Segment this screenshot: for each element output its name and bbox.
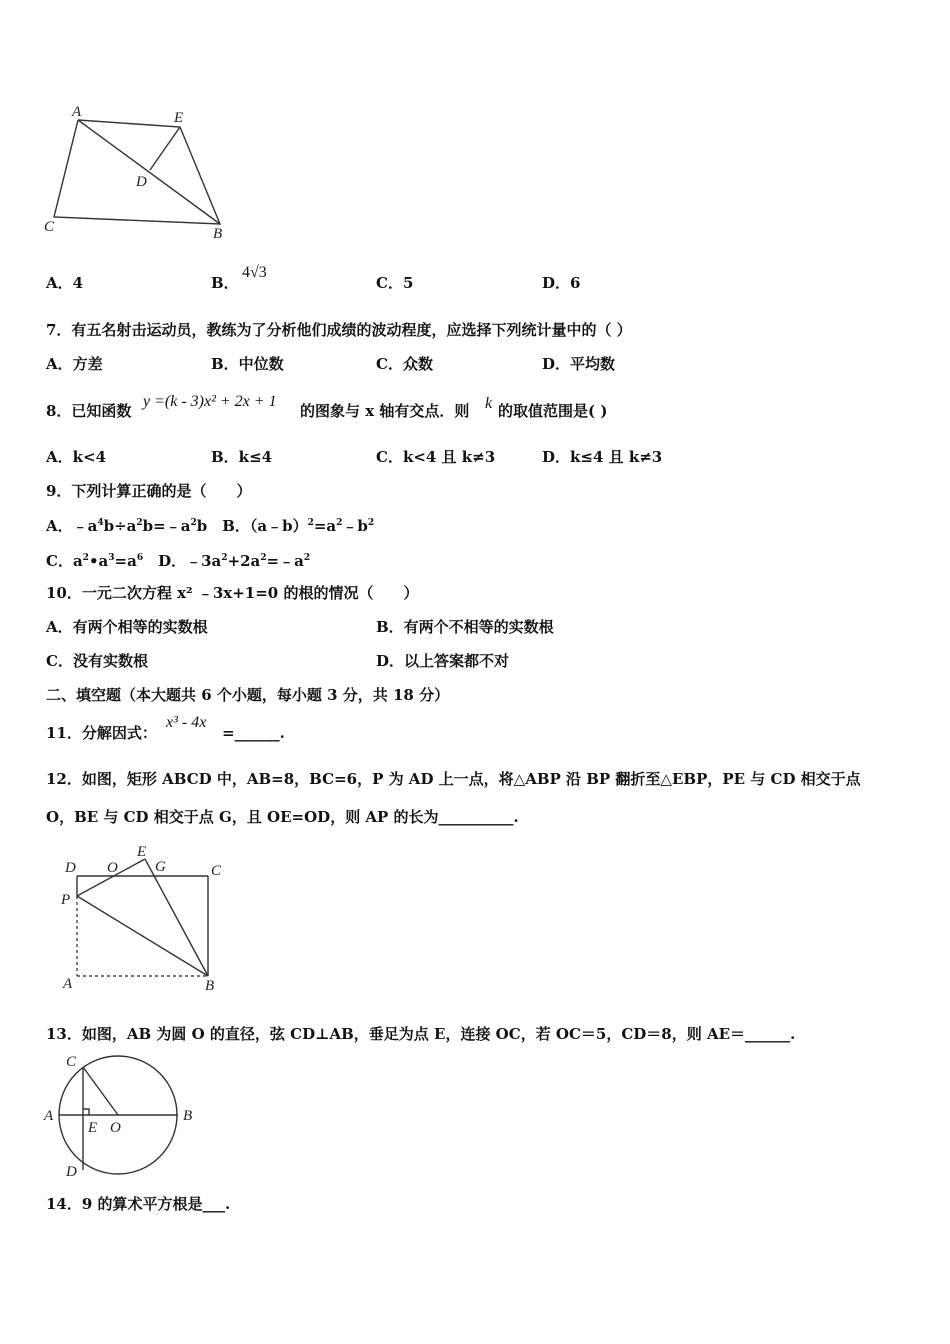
q10-option-d: D．以上答案都不对 <box>376 652 510 670</box>
q10-stem: 10．一元二次方程 x² ﹣3x+1=0 的根的情况（ ） <box>46 584 419 602</box>
q11-blank: =______. <box>222 724 285 742</box>
q10-option-c: C．没有实数根 <box>46 652 148 670</box>
q13-segment-oc <box>83 1067 118 1115</box>
q10-option-b: B．有两个不相等的实数根 <box>376 618 554 636</box>
q12-label-b: B <box>205 978 215 994</box>
q7-option-d: D．平均数 <box>542 355 616 373</box>
section-title: 二、填空题（本大题共 6 个小题，每小题 3 分，共 18 分） <box>46 686 450 704</box>
q9-options-ab: A．$﹣a^4b\div a^2b=﹣a^2b$ B．$(a﹣b)^2=a^2﹣b^2$ <box>46 517 375 535</box>
fig1-label-b: B <box>213 226 223 242</box>
q8-option-b: B．k≤4 <box>211 448 273 466</box>
q8-stem-pre: 8．已知函数 <box>46 402 132 420</box>
q6-option-b: B． <box>211 274 239 292</box>
q7-option-a: A．方差 <box>46 355 103 373</box>
figure-quadrilateral <box>40 100 240 245</box>
q12-label-g: G <box>155 859 166 875</box>
figure-circle-chord <box>40 1052 210 1182</box>
q9-options-cd: C．$a^2•a^3=a^6$ D．$﹣3a^2+2a^2=﹣a^2$ <box>46 552 311 570</box>
q12-fold-pb <box>77 896 208 976</box>
q6-option-b-math: 4√3 <box>242 264 267 281</box>
q9-stem: 9．下列计算正确的是（ ） <box>46 482 252 500</box>
q12-label-e: E <box>137 844 147 860</box>
q12-label-a: A <box>63 976 73 992</box>
q8-formula: y =(k - 3)x² + 2x + 1 <box>143 393 277 410</box>
q12-label-o: O <box>107 860 118 876</box>
q8-stem-mid: 的图象与 x 轴有交点．则 <box>300 402 470 420</box>
q13-stem: 13．如图，AB 为圆 O 的直径，弦 CD⊥AB，垂足为点 E，连接 OC，若 OC＝5，CD＝8，则 AE＝______. <box>46 1025 796 1043</box>
q8-k: k <box>485 395 493 412</box>
q8-option-d: D．k≤4 且 k≠3 <box>542 448 663 466</box>
q6-option-c: C．5 <box>376 274 414 292</box>
q13-label-d: D <box>66 1164 77 1180</box>
q13-label-b: B <box>183 1108 193 1124</box>
q7-stem: 7．有五名射击运动员，教练为了分析他们成绩的波动程度，应选择下列统计量中的（ ） <box>46 321 632 339</box>
q13-label-o: O <box>110 1120 121 1136</box>
fig1-label-a: A <box>72 104 82 120</box>
q8-stem-post: 的取值范围是( ) <box>498 402 608 420</box>
q6-option-d: D．6 <box>542 274 581 292</box>
q6-option-a: A．4 <box>46 274 84 292</box>
q7-option-c: C．众数 <box>376 355 433 373</box>
fig1-label-e: E <box>174 110 184 126</box>
q8-option-a: A．k<4 <box>46 448 107 466</box>
q12-label-d: D <box>65 860 76 876</box>
fig1-label-c: C <box>44 219 55 235</box>
q10-option-a: A．有两个相等的实数根 <box>46 618 208 636</box>
q11-formula: x³ - 4x <box>166 714 207 731</box>
q13-label-e: E <box>88 1120 98 1136</box>
q13-right-angle-mark <box>83 1109 89 1115</box>
q13-label-a: A <box>44 1108 54 1124</box>
fig1-label-d: D <box>136 174 147 190</box>
q7-option-b: B．中位数 <box>211 355 284 373</box>
q12-label-p: P <box>61 892 71 908</box>
q12-line1: 12．如图，矩形 ABCD 中，AB=8，BC=6，P 为 AD 上一点，将△ABP 沿 BP 翻折至△EBP，PE 与 CD 相交于点 <box>46 770 861 788</box>
figure-rectangle-fold <box>55 838 235 998</box>
fig1-outline <box>54 120 220 224</box>
q11-stem: 11．分解因式： <box>46 724 157 742</box>
q13-label-c: C <box>66 1054 77 1070</box>
q12-label-c: C <box>211 863 222 879</box>
q12-line2: O，BE 与 CD 相交于点 G，且 OE=OD，则 AP 的长为__________. <box>46 808 519 826</box>
q14-stem: 14．9 的算术平方根是___. <box>46 1195 231 1213</box>
q8-option-c: C．k<4 且 k≠3 <box>376 448 496 466</box>
fig1-segment-ed <box>150 127 180 170</box>
